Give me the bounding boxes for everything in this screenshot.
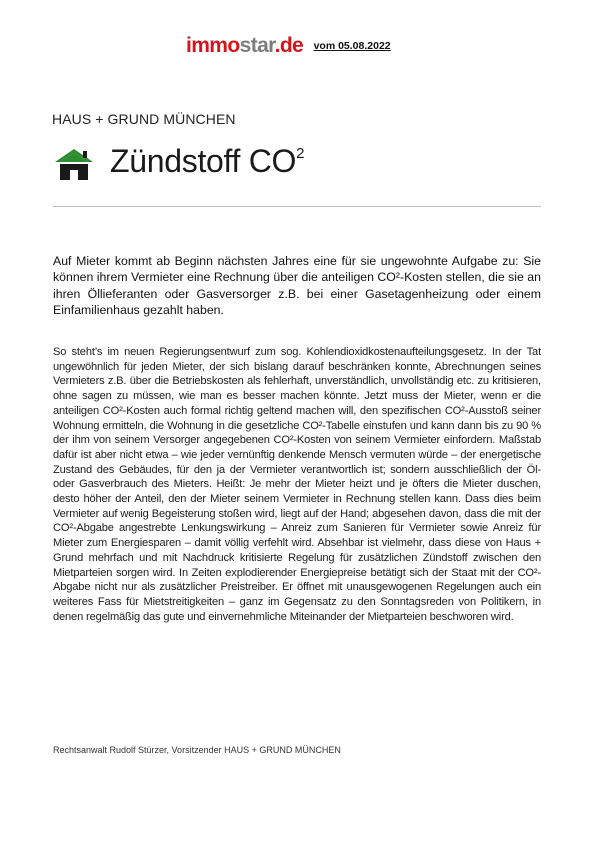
title-superscript: 2 xyxy=(296,145,305,162)
article-signature: Rechtsanwalt Rudolf Stürzer, Vorsitzender HAUS + GRUND MÜNCHEN xyxy=(53,745,341,755)
title-text: Zündstoff CO xyxy=(110,143,297,179)
organization-name: HAUS + GRUND MÜNCHEN xyxy=(52,111,236,127)
house-door xyxy=(70,170,78,180)
logo-part-star: star xyxy=(239,34,275,57)
article-lead: Auf Mieter kommt ab Beginn nächsten Jahres eine für sie ungewohnte Aufgabe zu: Sie können ihrem Vermieter eine Rechnung über die anteiligen CO²-Kosten stellen, die sie an ihren Öllieferanten oder Gasversorger z.B. bei einer Gasetagenheizung oder einem Einfamilienhaus gezahlt haben. xyxy=(53,254,541,318)
publication-date: vom 05.08.2022 xyxy=(313,40,391,52)
masthead xyxy=(186,34,391,58)
house-chimney xyxy=(83,151,87,158)
logo-part-de: .de xyxy=(274,34,304,57)
header-divider xyxy=(53,206,541,207)
page-title xyxy=(110,143,304,180)
logo-part-immo: immo xyxy=(186,34,240,57)
article-body: So steht’s im neuen Regierungsentwurf zum sog. Kohlendioxidkostenaufteilungsgesetz. In der Tat ungewöhnlich für jeden Mieter, der sich bislang darauf beschränken konnte, Abrechnungen seines Vermieters z.B. über die Betriebskosten als fehlerhaft, unverständlich, unvollständig etc. zu kritisieren, ohne sagen zu müssen, wie man es besser machen könnte. Jetzt muss der Mieter, wenn er die anteiligen CO²-Kosten auch formal richtig geltend machen will, den spezifischen CO²-Ausstoß seiner Wohnung ermitteln, die Wohnung in die gesetzliche CO²-Tabelle einstufen und kann dann bis zu 90 % der ihm von seinem Versorger angegebenen CO²-Kosten von seinem Vermieter einfordern. Maßstab dafür ist aber nicht etwa – wie jeder vernünftig denkende Mensch vermuten würde – der energetische Zustand des Gebäudes, für den ja der Vermieter verantwortlich ist; sondern ausschließlich der Öl- oder Gasverbrauch des Mieters. Heißt: Je mehr der Mieter heizt und je öfters die Mieter duschen, desto höher der Anteil, den der Mieter seinem Vermieter in Rechnung stellen kann. Dass dies beim Vermieter auf wenig Begeisterung stoßen wird, liegt auf der Hand; abgesehen davon, dass die mit der CO²-Abgabe angestrebte Lenkungswirkung – Anreiz zum Sanieren für Vermieter sowie Anreiz für Mieter zum Energiesparen – damit völlig verfehlt wird. Absehbar ist vielmehr, dass diese von Haus + Grund mehrfach und mit Nachdruck kritisierte Regelung für zusätzlichen Zündstoff zwischen den Mietparteien sorgen wird. In Zeiten explodierender Energiepreise betätigt sich der Staat mit der CO²-Abgabe nicht nur als zusätzlicher Preistreiber. Er öffnet mit unausgewogenen Regelungen auch ein weiteres Fass für Mietstreitigkeiten – ganz im Gegensatz zu den Sonntagsreden von Politikern, in denen regelmäßig das gute und einvernehmliche Miteinander der Mietparteien beschworen wird. xyxy=(53,346,541,623)
house-icon xyxy=(53,147,95,181)
immostar-logo[interactable] xyxy=(186,34,303,57)
